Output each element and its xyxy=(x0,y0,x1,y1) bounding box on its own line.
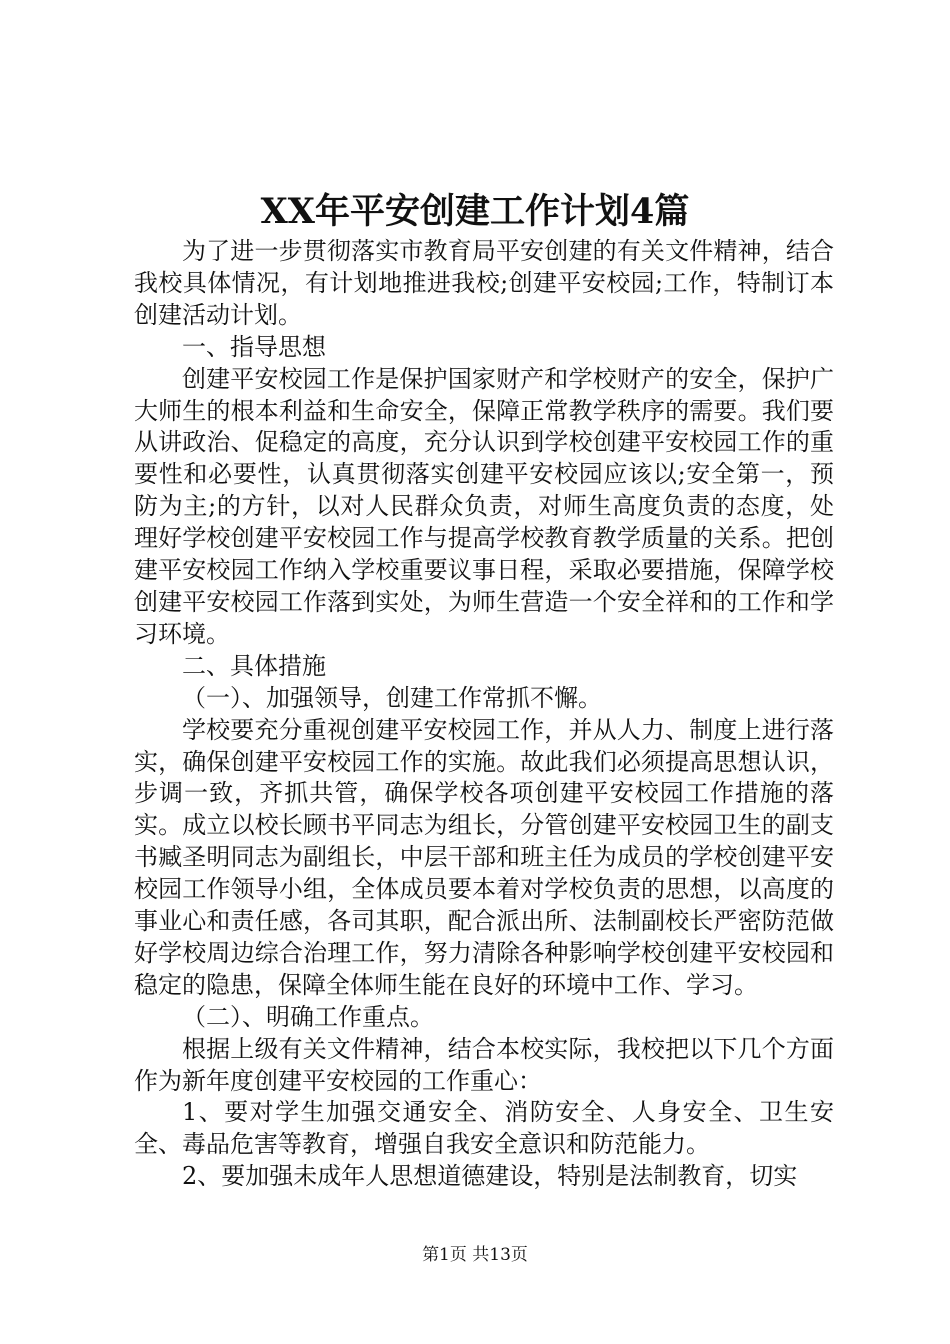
list-item-2: 2、要加强未成年人思想道德建设，特别是法制教育，切实 xyxy=(182,1162,798,1191)
subheading-work-focus: （二）、明确工作重点。 xyxy=(182,1002,434,1031)
page-footer: 第1页 共13页 xyxy=(422,1245,528,1265)
heading-specific-measures: 二、具体措施 xyxy=(182,651,326,680)
paragraph-intro: 为了进一步贯彻落实市教育局平安创建的有关文件精神，结合我校具体情况，有计划地推进我校;创建平安校园;工作，特制订本创建活动计划。 xyxy=(134,237,834,329)
list-item-1: 1、要对学生加强交通安全、消防安全、人身安全、卫生安全、毒品危害等教育，增强自我安全意识和防范能力。 xyxy=(134,1098,834,1159)
document-title: XX年平安创建工作计划4篇 xyxy=(260,191,690,232)
paragraph-strengthen-leadership: 学校要充分重视创建平安校园工作，并从人力、制度上进行落实，确保创建平安校园工作的实施。故此我们必须提高思想认识，步调一致，齐抓共管，确保学校各项创建平安校园工作措施的落实。成立以校长顾书平同志为组长，分管创建平安校园卫生的副支书臧圣明同志为副组长，中层干部和班主任为成员的学校创建平安校园工作领导小组，全体成员要本着对学校负责的思想，以高度的事业心和责任感，各司其职，配合派出所、法制副校长严密防范做好学校周边综合治理工作，努力清除各种影响学校创建平安校园和稳定的隐患，保障全体师生能在良好的环境中工作、学习。 xyxy=(134,715,834,999)
paragraph-guiding-ideology: 创建平安校园工作是保护国家财产和学校财产的安全，保护广大师生的根本利益和生命安全，保障正常教学秩序的需要。我们要从讲政治、促稳定的高度，充分认识到学校创建平安校园工作的重要性和必要性，认真贯彻落实创建平安校园应该以;安全第一，预防为主;的方针，以对人民群众负责，对师生高度负责的态度，处理好学校创建平安校园工作与提高学校教育教学质量的关系。把创建平安校园工作纳入学校重要议事日程，采取必要措施，保障学校创建平安校园工作落到实处，为师生营造一个安全祥和的工作和学习环境。 xyxy=(134,364,834,648)
heading-guiding-ideology: 一、指导思想 xyxy=(182,332,326,361)
subheading-strengthen-leadership: （一）、加强领导，创建工作常抓不懈。 xyxy=(182,683,602,712)
paragraph-work-focus: 根据上级有关文件精神，结合本校实际，我校把以下几个方面作为新年度创建平安校园的工作重心： xyxy=(134,1034,834,1095)
document-body xyxy=(134,236,834,1193)
